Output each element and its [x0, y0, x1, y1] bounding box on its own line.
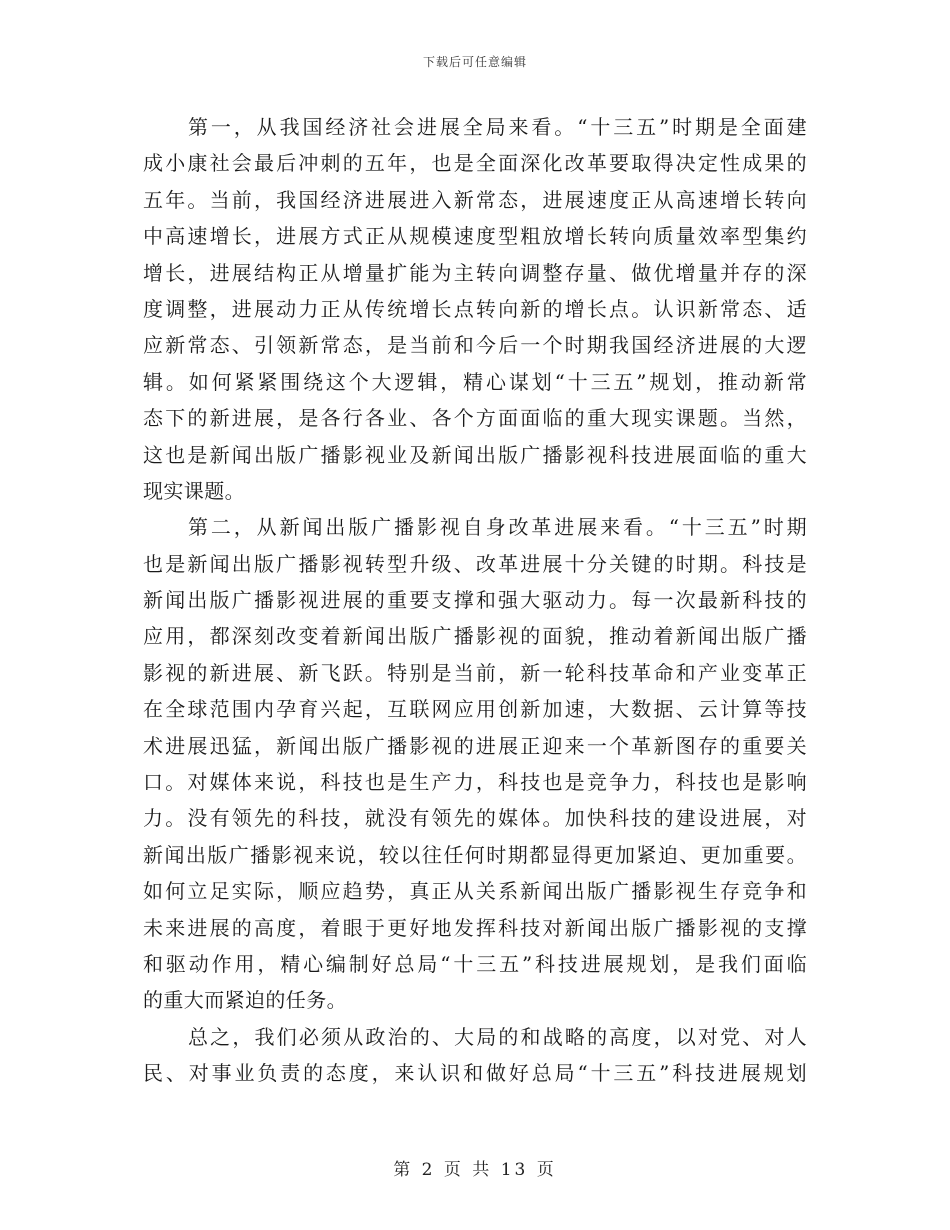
- page-footer: 第 2 页 共 13 页: [393, 1160, 557, 1180]
- paragraph-line: 力。没有领先的科技，就没有领先的媒体。加快科技的建设进展，对: [143, 806, 807, 831]
- paragraph-line: 第二，从新闻出版广播影视自身改革进展来看。“十三五”时期: [188, 515, 807, 540]
- paragraph-second: [143, 509, 807, 1018]
- paragraph-line: 应新常态、引领新常态，是当前和今后一个时期我国经济进展的大逻: [143, 333, 807, 358]
- paragraph-line: 也是新闻出版广播影视转型升级、改革进展十分关键的时期。科技是: [143, 551, 807, 576]
- paragraph-line: 态下的新进展，是各行各业、各个方面面临的重大现实课题。当然，: [143, 406, 807, 431]
- paragraph-line: 影视的新进展、新飞跃。特别是当前，新一轮科技革命和产业变革正: [143, 660, 807, 685]
- paragraph-line: 这也是新闻出版广播影视业及新闻出版广播影视科技进展面临的重大: [143, 442, 807, 467]
- paragraph-line: 现实课题。: [143, 478, 245, 503]
- paragraph-line: 民、对事业负责的态度，来认识和做好总局“十三五”科技进展规划: [143, 1061, 807, 1086]
- paragraph-line: 的重大而紧迫的任务。: [143, 988, 347, 1013]
- paragraph-line: 第一，从我国经济社会进展全局来看。“十三五”时期是全面建: [188, 115, 807, 139]
- paragraph-line: 总之，我们必须从政治的、大局的和战略的高度，以对党、对人: [188, 1024, 807, 1049]
- paragraph-line: 度调整，进展动力正从传统增长点转向新的增长点。认识新常态、适: [143, 296, 807, 321]
- paragraph-line: 中高速增长，进展方式正从规模速度型粗放增长转向质量效率型集约: [143, 224, 807, 249]
- paragraph-line: 口。对媒体来说，科技也是生产力，科技也是竞争力，科技也是影响: [143, 770, 807, 795]
- paragraph-line: 在全球范围内孕育兴起，互联网应用创新加速，大数据、云计算等技: [143, 697, 807, 722]
- paragraph-line: 五年。当前，我国经济进展进入新常态，进展速度正从高速增长转向: [143, 187, 807, 212]
- page-header: 下载后可任意编辑: [422, 55, 527, 69]
- paragraph-line: 术进展迅猛，新闻出版广播影视的进展正迎来一个革新图存的重要关: [143, 733, 807, 758]
- paragraph-line: 应用，都深刻改变着新闻出版广播影视的面貌，推动着新闻出版广播: [143, 624, 807, 649]
- paragraph-line: 辑。如何紧紧围绕这个大逻辑，精心谋划“十三五”规划，推动新常: [143, 369, 807, 394]
- paragraph-line: 未来进展的高度，着眼于更好地发挥科技对新闻出版广播影视的支撑: [143, 915, 807, 940]
- paragraph-line: 新闻出版广播影视来说，较以往任何时期都显得更加紧迫、更加重要。: [143, 842, 807, 867]
- paragraph-line: 增长，进展结构正从增量扩能为主转向调整存量、做优增量并存的深: [143, 260, 807, 285]
- document-body: [143, 109, 807, 1092]
- paragraph-line: 如何立足实际，顺应趋势，真正从关系新闻出版广播影视生存竞争和: [143, 879, 807, 904]
- paragraph-line: 新闻出版广播影视进展的重要支撑和强大驱动力。每一次最新科技的: [143, 588, 807, 613]
- paragraph-third: [143, 1019, 807, 1092]
- paragraph-line: 成小康社会最后冲刺的五年，也是全面深化改革要取得决定性成果的: [143, 151, 807, 176]
- paragraph-line: 和驱动作用，精心编制好总局“十三五”科技进展规划，是我们面临: [143, 951, 807, 976]
- paragraph-first: [143, 109, 807, 509]
